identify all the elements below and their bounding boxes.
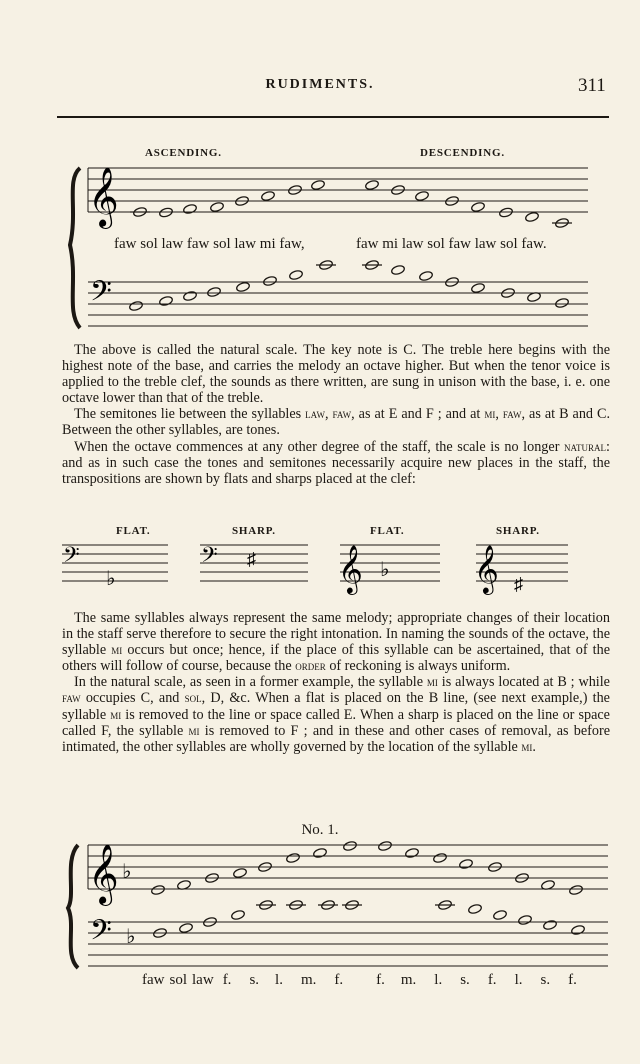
treble-staff: [88, 845, 608, 889]
note-head: [493, 909, 508, 920]
note-head: [343, 840, 358, 851]
sharp-icon: ♯: [247, 549, 256, 569]
flat-icon: ♭: [126, 926, 136, 948]
descending-label: DESCENDING.: [420, 147, 505, 159]
paragraph-syllables: The same syllables always represent the same melody; appropriate changes of their location in the staff serve therefore to secure the right intonation. In naming the sounds of the octave, the syllable mi occurs but once; hence, if the place of this syllable can be ascertained, that of the others will follow of course, because the order of reckoning is always uniform.: [62, 610, 610, 675]
note-head: [433, 852, 448, 863]
bass-clef-icon: 𝄢: [90, 916, 112, 953]
flat-icon: ♭: [122, 861, 132, 883]
bass-staff: [88, 922, 608, 966]
note-head: [518, 914, 533, 925]
running-head: RUDIMENTS.: [265, 77, 375, 92]
ascending-label: ASCENDING.: [145, 147, 222, 159]
example-treble-notes: [151, 840, 584, 895]
label-sharp-1: SHARP.: [232, 525, 276, 537]
note-head: [286, 852, 301, 863]
syllables-descending: faw mi law sol faw law sol faw.: [356, 236, 547, 252]
sharp-icon: ♯: [514, 574, 523, 594]
note-head: [233, 867, 248, 878]
label-sharp-2: SHARP.: [496, 525, 540, 537]
bass-clef-icon: 𝄢: [90, 277, 112, 314]
treble-clef-icon: 𝄞: [88, 846, 119, 903]
label-flat-2: FLAT.: [370, 525, 405, 537]
page-number: 311: [578, 75, 606, 96]
bass-clef-icon: 𝄢: [63, 543, 80, 572]
syllables-ascending: faw sol law faw sol law mi faw,: [114, 236, 305, 252]
system-brace: [68, 845, 78, 968]
paragraph-mi-location: In the natural scale, as seen in a former example, the syllable mi is always located at B ; while faw occupies C, and sol, D, &c. When a flat is placed on the B line, (see next example,) the syllable mi is removed to the line or space called E. When a sharp is placed on the line or space called F, the syllable mi is removed to F ; and in these and other cases of removal, as before intimated, the other syllables are wholly governed by the location of the syllable mi.: [62, 674, 610, 755]
note-head: [468, 903, 483, 914]
paragraph-transposition: When the octave commences at any other degree of the staff, the scale is no longer natural: and as in such case the tones and semitones necessarily acquire new places in the staff, the transpositions are shown by flats and sharps placed at the clef:: [62, 438, 610, 487]
note-head: [543, 919, 558, 930]
note-head: [151, 884, 166, 895]
example-title: No. 1.: [301, 822, 339, 838]
flat-icon: ♭: [380, 559, 390, 581]
note-head: [231, 909, 246, 920]
note-head: [313, 847, 328, 858]
note-head: [569, 884, 584, 895]
note-head: [179, 922, 194, 933]
example-syllables: faw sol law f. s. l. m. f. f. m. l. s. f. l. s. f.: [142, 972, 577, 988]
paragraph-natural-scale: The above is called the natural scale. The key note is C. The treble here begins with the highest note of the base, and carries the melody an octave higher. But when the tenor voice is applied to the treble clef, the sounds as there written, are sung in unison with the base, i. e. one octave lower than that of the treble.: [62, 342, 610, 407]
paragraph-semitones: The semitones lie between the syllables law, faw, as at E and F ; and at mi, faw, as at B and C. Between the other syllables, are tones.: [62, 406, 611, 439]
label-flat-1: FLAT.: [116, 525, 151, 537]
note-head: [459, 858, 474, 869]
bass-clef-icon: 𝄢: [201, 543, 218, 572]
note-head: [571, 924, 586, 935]
note-head: [378, 840, 393, 851]
flat-icon: ♭: [106, 568, 116, 590]
treble-clef-icon: 𝄞: [88, 169, 119, 226]
treble-clef-icon: 𝄞: [338, 547, 363, 593]
treble-clef-icon: 𝄞: [474, 547, 499, 593]
note-head: [405, 847, 420, 858]
